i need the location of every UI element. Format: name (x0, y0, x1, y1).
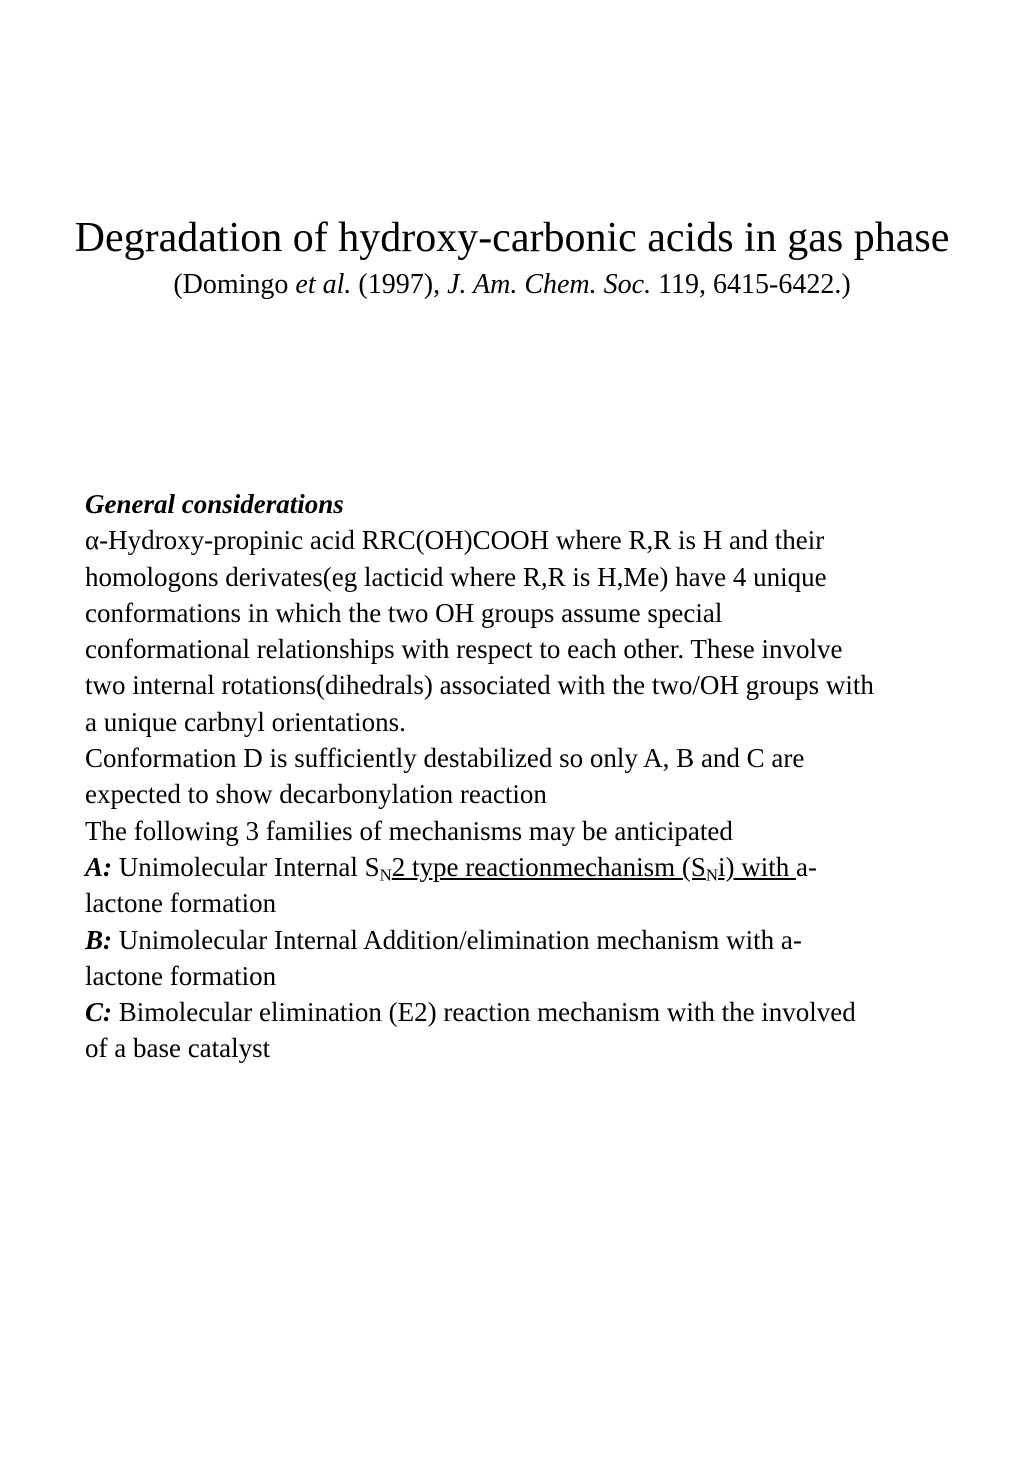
body-text (85, 486, 985, 1067)
mechanism-a (85, 849, 985, 885)
paragraph-line: a unique carbnyl orientations. (85, 706, 406, 737)
mechanism-a-text: Unimolecular Internal S (112, 851, 380, 882)
mechanism-b-text: Unimolecular Internal Addition/elimination mechanism with a- (112, 924, 802, 955)
mechanism-a-label: A: (85, 851, 112, 882)
mechanism-a-underlined (391, 851, 797, 885)
page-title: Degradation of hydroxy-carbonic acids in gas phase (74, 215, 950, 261)
paragraph-line: homologons derivates(eg lacticid where R,R is H,Me) have 4 unique (85, 561, 827, 592)
mechanism-c (85, 994, 985, 1030)
mechanism-b-continuation: lactone formation (85, 960, 277, 991)
mechanism-a-continuation: lactone formation (85, 888, 277, 919)
conformation-line: Conformation D is sufficiently destabilized so only A, B and C are (85, 743, 805, 774)
citation-year: (1997), (351, 269, 448, 300)
mechanism-a-subscript: N (379, 865, 392, 885)
citation-ref: 119, 6415-6422.) (651, 269, 851, 300)
paragraph-line: two internal rotations(dihedrals) associated with the two/OH groups with (85, 670, 874, 701)
citation (0, 268, 1024, 302)
mechanism-a-underlined-text: 2 type reactionmechanism (S (391, 851, 706, 882)
families-intro: The following 3 families of mechanisms may be anticipated (85, 815, 733, 846)
mechanism-a-tail: a- (796, 851, 817, 882)
mechanism-b-label: B: (85, 924, 112, 955)
section-heading: General considerations (85, 489, 344, 519)
mechanism-c-label: C: (85, 997, 112, 1028)
paragraph-line: conformational relationships with respect to each other. These involve (85, 634, 843, 665)
citation-etal: et al. (295, 269, 352, 300)
mechanism-a-underlined-text: i) with (718, 851, 797, 882)
mechanism-b (85, 922, 985, 958)
citation-journal: J. Am. Chem. Soc. (447, 269, 652, 300)
paragraph-line: α-Hydroxy-propinic acid RRC(OH)COOH where R,R is H and their (85, 525, 825, 556)
mechanism-c-continuation: of a base catalyst (85, 1033, 271, 1064)
mechanism-c-text: Bimolecular elimination (E2) reaction mechanism with the involved (112, 997, 856, 1028)
mechanism-a-subscript: N (705, 865, 719, 885)
citation-authors: (Domingo (173, 269, 296, 300)
paragraph-line: conformations in which the two OH groups assume special (85, 597, 723, 628)
conformation-line: expected to show decarbonylation reaction (85, 779, 547, 810)
